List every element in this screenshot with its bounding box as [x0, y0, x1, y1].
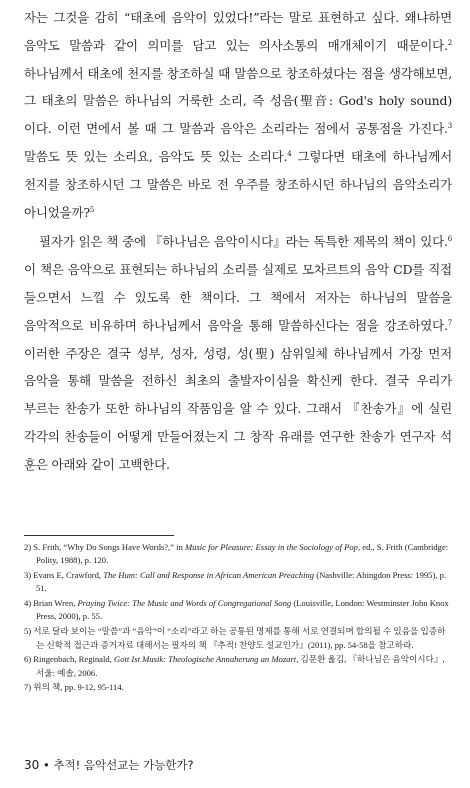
paragraph-2-text: 필자가 읽은 책 중에 『하나님은 음악이시다』라는 독특한 제목의 책이 있다.$^6$ 이 책은 음악으로 표현되는 하나님의 소리를 실제로 모차르트의 음악 CD를 직접 들으면서 느낄 수 있도록 한 책이다. 그 책에서 저자는 하나님의 말씀을 음악적으로 비유하며 하나님께서 음악을 통해 말씀하신다는 점을 강조하였다.$^7$ 이러한 주장은 결국 성부, 성자, 성령, 성(聖) 삼위일체 하나님께서 가장 먼저 음악을 통해 말씀을 전하신 최초의 출발자이심을 확신케 한다. 결국 우리가 부르는 찬송가 또한 하나님의 작품임을 알 수 있다. 그래서 『찬송가』에 실린 각각의 찬송들이 어떻게 만들어졌는지 그 창작 유래를 연구한 찬송가 연구자 석 훈은 아래와 같이 고백한다. [24, 234, 452, 472]
footnote-ref-2[interactable]: 2 [447, 38, 452, 47]
paragraph-2 [24, 228, 452, 478]
footnote-3: 3) Evans E, Crawford, The Hum: Call and Response in African American Preaching (Nashville: Abingdon Press: 1995), p. 51. [24, 570, 447, 594]
footnote-7: 7) 위의 책, pp. 9-12, 95-114. [24, 682, 124, 693]
footnote-ref-6[interactable]: 6 [447, 235, 452, 244]
footnote-ref-7[interactable]: 7 [447, 318, 452, 327]
page-number: 30 [24, 758, 40, 772]
footnotes [24, 541, 452, 696]
footnote-4: 4) Brian Wren, Praying Twice: The Music and Words of Congregational Song (Louisville, London: Westminster John Knox Press, 2000), p. 55. [24, 598, 449, 622]
page-footer [24, 757, 194, 773]
body-text [24, 4, 452, 479]
running-title: 추적! 음악선교는 가능한가? [53, 758, 194, 772]
footnote-ref-4[interactable]: 4 [287, 149, 292, 158]
footnote-ref-3[interactable]: 3 [447, 122, 452, 131]
paragraph-1 [24, 4, 452, 226]
footnote-6: 6) Ringenbach, Reginald, Gott Ist Musik: Theologische Annaherung an Mozart, 김문환 옮김, 『하나님은 음악이시다』, 서울: 예솔, 2006. [24, 654, 445, 678]
paragraph-1-text: 자는 그것을 감히 “태초에 음악이 있었다!”라는 말로 표현하고 싶다. 왜냐하면 음악도 말씀과 같이 의미를 담고 있는 의사소통의 매개체이기 때문이다.$^2$ 하나님께서 태초에 천지를 창조하실 때 말씀으로 창조하셨다는 점을 생각해보면, 그 태초의 말씀은 하나님의 거룩한 소리, 즉 성음(聖音: God's holy sound)이다. 이런 면에서 볼 때 그 말씀과 음악은 소리라는 점에서 공통점을 가진다.$^3$ 말씀도 뜻 있는 소리요, 음악도 뜻 있는 소리다.$^4$ 그렇다면 태초에 하나님께서 천지를 창조하시던 그 말씀은 바로 전 우주를 창조하시던 하나님의 음악소리가 아니었을까?$^5$ [24, 10, 452, 220]
footnote-divider [24, 535, 174, 536]
footnote-5: 5) 서로 달라 보이는 “말씀”과 “음악”이 “소리”라고 하는 공통된 명제를 통해 서로 연결되며 합의될 수 있음을 입증하는 신학적 접근과 증거자료 대해서는 필자의 책 『추적! 찬양도 설교인가』(2011), pp. 54-58을 참고하라. [24, 626, 446, 650]
footnote-2: 2) S. Frith, “Why Do Songs Have Words?,” in Music for Pleasure: Essay in the Sociology of Pop, ed., S. Frith (Cambridge: Polity, 1988), p. 120. [24, 542, 449, 566]
footnote-ref-5[interactable]: 5 [89, 205, 95, 214]
footer-bullet: • [42, 758, 50, 772]
